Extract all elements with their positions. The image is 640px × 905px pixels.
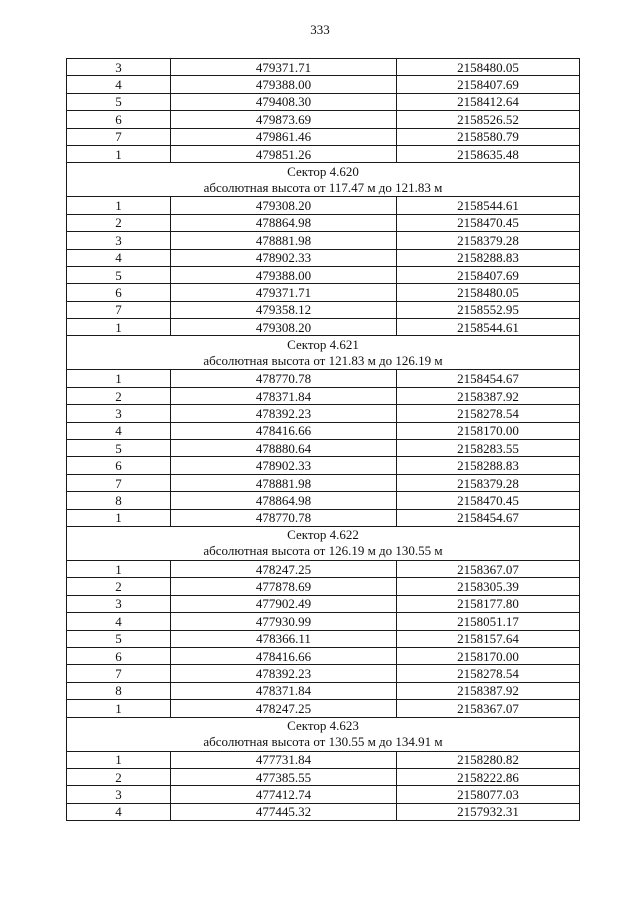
point-number-cell: 5	[67, 440, 171, 457]
coordinate-y-cell: 2158367.07	[397, 560, 580, 577]
coordinate-x-cell: 478864.98	[171, 492, 397, 509]
sector-altitude-range: абсолютная высота от 121.83 м до 126.19 м	[203, 352, 443, 368]
coordinate-x-cell: 477412.74	[171, 786, 397, 803]
coordinate-y-cell: 2158177.80	[397, 595, 580, 612]
point-number-cell: 5	[67, 93, 171, 110]
point-number-cell: 2	[67, 387, 171, 404]
coordinate-y-cell: 2158412.64	[397, 93, 580, 110]
point-number-cell: 4	[67, 422, 171, 439]
table-row	[67, 492, 580, 509]
coordinate-y-cell: 2158387.92	[397, 387, 580, 404]
point-number-cell: 2	[67, 768, 171, 785]
coordinate-y-cell: 2158526.52	[397, 111, 580, 128]
coordinate-y-cell: 2158379.28	[397, 474, 580, 491]
sector-header	[67, 717, 580, 751]
table-row	[67, 145, 580, 162]
point-number-cell: 8	[67, 682, 171, 699]
coordinate-y-cell: 2158280.82	[397, 751, 580, 768]
coordinate-y-cell: 2158580.79	[397, 128, 580, 145]
coordinate-x-cell: 478864.98	[171, 214, 397, 231]
coordinate-y-cell: 2158454.67	[397, 370, 580, 387]
point-number-cell: 3	[67, 232, 171, 249]
table-row	[67, 665, 580, 682]
coordinate-y-cell: 2158379.28	[397, 232, 580, 249]
point-number-cell: 6	[67, 647, 171, 664]
table-row	[67, 751, 580, 768]
coordinate-x-cell: 478416.66	[171, 647, 397, 664]
coordinate-y-cell: 2158157.64	[397, 630, 580, 647]
coordinate-x-cell: 479861.46	[171, 128, 397, 145]
table-row	[67, 803, 580, 820]
table-row	[67, 405, 580, 422]
sector-altitude-range: абсолютная высота от 126.19 м до 130.55 м	[203, 543, 443, 559]
table-row	[67, 266, 580, 283]
coordinate-x-cell: 477930.99	[171, 613, 397, 630]
sector-header-row	[67, 526, 580, 560]
coordinate-x-cell: 478247.25	[171, 560, 397, 577]
coordinate-x-cell: 479851.26	[171, 145, 397, 162]
coordinate-x-cell: 478366.11	[171, 630, 397, 647]
sector-altitude-range: абсолютная высота от 117.47 м до 121.83 м	[203, 179, 443, 195]
coordinate-y-cell: 2158367.07	[397, 700, 580, 717]
table-row	[67, 682, 580, 699]
table-row	[67, 93, 580, 110]
coordinate-x-cell: 479873.69	[171, 111, 397, 128]
coordinate-y-cell: 2158077.03	[397, 786, 580, 803]
coordinate-x-cell: 478880.64	[171, 440, 397, 457]
table-row	[67, 319, 580, 336]
coordinate-x-cell: 479388.00	[171, 266, 397, 283]
sector-header	[67, 336, 580, 370]
coordinate-y-cell: 2158283.55	[397, 440, 580, 457]
sector-header	[67, 526, 580, 560]
coordinates-table	[66, 58, 580, 821]
table-row	[67, 284, 580, 301]
table-row	[67, 768, 580, 785]
table-row	[67, 197, 580, 214]
table-row	[67, 509, 580, 526]
point-number-cell: 7	[67, 128, 171, 145]
coordinate-y-cell: 2158552.95	[397, 301, 580, 318]
point-number-cell: 1	[67, 319, 171, 336]
table-row	[67, 249, 580, 266]
coordinate-y-cell: 2158407.69	[397, 266, 580, 283]
table-row	[67, 214, 580, 231]
coordinate-y-cell: 2158278.54	[397, 405, 580, 422]
point-number-cell: 1	[67, 751, 171, 768]
table-row	[67, 301, 580, 318]
coordinate-x-cell: 479388.00	[171, 76, 397, 93]
coordinate-y-cell: 2158407.69	[397, 76, 580, 93]
point-number-cell: 6	[67, 457, 171, 474]
point-number-cell: 5	[67, 266, 171, 283]
point-number-cell: 7	[67, 301, 171, 318]
coordinate-x-cell: 479371.71	[171, 284, 397, 301]
point-number-cell: 1	[67, 370, 171, 387]
coordinate-x-cell: 478392.23	[171, 405, 397, 422]
coordinate-x-cell: 477445.32	[171, 803, 397, 820]
sector-title: Сектор 4.623	[287, 718, 359, 733]
table-row	[67, 630, 580, 647]
coordinate-y-cell: 2158288.83	[397, 249, 580, 266]
point-number-cell: 4	[67, 613, 171, 630]
sector-header-row	[67, 717, 580, 751]
point-number-cell: 7	[67, 665, 171, 682]
table-row	[67, 786, 580, 803]
coordinate-y-cell: 2158222.86	[397, 768, 580, 785]
point-number-cell: 7	[67, 474, 171, 491]
point-number-cell: 4	[67, 249, 171, 266]
table-row	[67, 76, 580, 93]
coordinate-x-cell: 479308.20	[171, 197, 397, 214]
sector-title: Сектор 4.621	[287, 336, 359, 352]
sector-title: Сектор 4.622	[287, 527, 359, 543]
coordinate-y-cell: 2158305.39	[397, 578, 580, 595]
table-row	[67, 474, 580, 491]
coordinate-y-cell: 2158278.54	[397, 665, 580, 682]
sector-header	[67, 163, 580, 197]
point-number-cell: 4	[67, 76, 171, 93]
coordinate-x-cell: 478371.84	[171, 682, 397, 699]
coordinate-x-cell: 479308.20	[171, 319, 397, 336]
coordinate-y-cell: 2158051.17	[397, 613, 580, 630]
coordinate-y-cell: 2158170.00	[397, 647, 580, 664]
page-number: 333	[310, 22, 330, 37]
table-row	[67, 440, 580, 457]
table-row	[67, 387, 580, 404]
table-row	[67, 457, 580, 474]
point-number-cell: 3	[67, 595, 171, 612]
coordinate-y-cell: 2158170.00	[397, 422, 580, 439]
coordinate-x-cell: 478371.84	[171, 387, 397, 404]
sector-header-row	[67, 163, 580, 197]
sector-header-row	[67, 336, 580, 370]
table-row	[67, 647, 580, 664]
coordinate-x-cell: 479358.12	[171, 301, 397, 318]
point-number-cell: 6	[67, 111, 171, 128]
coordinate-x-cell: 478902.33	[171, 249, 397, 266]
point-number-cell: 6	[67, 284, 171, 301]
point-number-cell: 1	[67, 700, 171, 717]
point-number-cell: 8	[67, 492, 171, 509]
point-number-cell: 1	[67, 560, 171, 577]
coordinate-y-cell: 2157932.31	[397, 803, 580, 820]
coordinate-x-cell: 477385.55	[171, 768, 397, 785]
table-row	[67, 232, 580, 249]
coordinate-x-cell: 478247.25	[171, 700, 397, 717]
sector-altitude-range: абсолютная высота от 130.55 м до 134.91 м	[203, 734, 443, 749]
coordinate-y-cell: 2158454.67	[397, 509, 580, 526]
sector-title: Сектор 4.620	[287, 163, 359, 179]
coordinate-x-cell: 479408.30	[171, 93, 397, 110]
table-row	[67, 560, 580, 577]
coordinate-x-cell: 478902.33	[171, 457, 397, 474]
coordinate-x-cell: 478770.78	[171, 509, 397, 526]
coordinate-y-cell: 2158544.61	[397, 319, 580, 336]
point-number-cell: 1	[67, 145, 171, 162]
table-row	[67, 370, 580, 387]
coordinate-x-cell: 478881.98	[171, 232, 397, 249]
coordinate-x-cell: 478881.98	[171, 474, 397, 491]
coordinates-table-body	[67, 59, 580, 821]
table-row	[67, 700, 580, 717]
coordinate-y-cell: 2158480.05	[397, 284, 580, 301]
point-number-cell: 3	[67, 59, 171, 76]
point-number-cell: 2	[67, 214, 171, 231]
coordinate-x-cell: 477902.49	[171, 595, 397, 612]
point-number-cell: 1	[67, 197, 171, 214]
table-row	[67, 578, 580, 595]
coordinate-y-cell: 2158470.45	[397, 492, 580, 509]
coordinate-x-cell: 478392.23	[171, 665, 397, 682]
point-number-cell: 1	[67, 509, 171, 526]
coordinate-x-cell: 477878.69	[171, 578, 397, 595]
table-row	[67, 111, 580, 128]
coordinate-y-cell: 2158470.45	[397, 214, 580, 231]
point-number-cell: 3	[67, 786, 171, 803]
coordinate-y-cell: 2158480.05	[397, 59, 580, 76]
coordinate-x-cell: 478416.66	[171, 422, 397, 439]
coordinate-y-cell: 2158635.48	[397, 145, 580, 162]
table-row	[67, 422, 580, 439]
coordinate-y-cell: 2158387.92	[397, 682, 580, 699]
point-number-cell: 2	[67, 578, 171, 595]
table-row	[67, 613, 580, 630]
table-row	[67, 59, 580, 76]
table-row	[67, 128, 580, 145]
point-number-cell: 4	[67, 803, 171, 820]
coordinate-y-cell: 2158544.61	[397, 197, 580, 214]
coordinate-x-cell: 477731.84	[171, 751, 397, 768]
table-row	[67, 595, 580, 612]
coordinate-x-cell: 479371.71	[171, 59, 397, 76]
point-number-cell: 5	[67, 630, 171, 647]
point-number-cell: 3	[67, 405, 171, 422]
coordinate-y-cell: 2158288.83	[397, 457, 580, 474]
coordinate-x-cell: 478770.78	[171, 370, 397, 387]
